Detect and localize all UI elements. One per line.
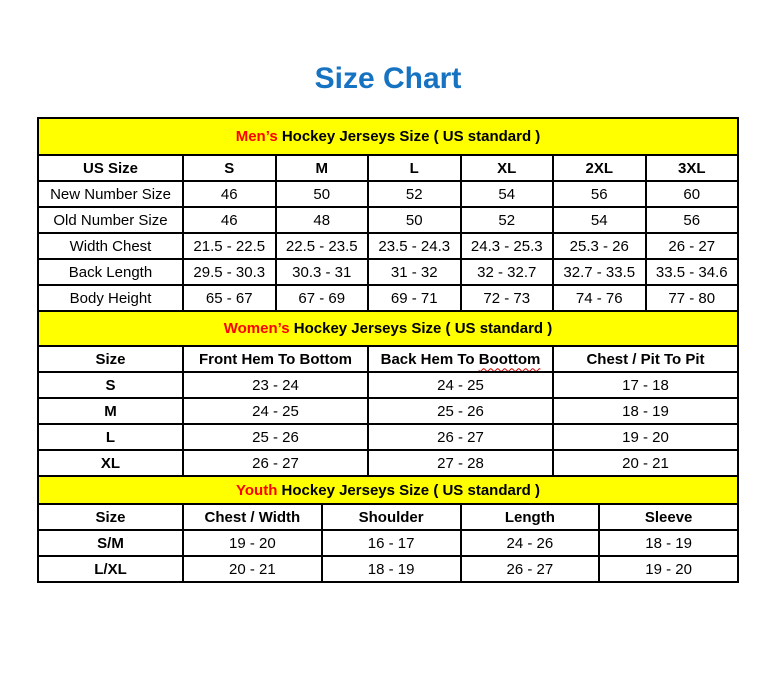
table-cell: 52 (461, 207, 554, 233)
womens-banner-highlight: Women’s (223, 320, 290, 337)
table-cell: 18 - 19 (553, 398, 738, 424)
mens-banner-row (38, 118, 738, 155)
table-cell: 69 - 71 (368, 285, 461, 311)
youth-col-size: Size (38, 504, 183, 530)
youth-col-length: Length (461, 504, 600, 530)
row-label: XL (38, 450, 183, 476)
mens-col-xl: XL (461, 155, 554, 181)
table-row (38, 285, 738, 311)
mens-banner-highlight: Men’s (235, 128, 278, 145)
row-label: M (38, 398, 183, 424)
youth-col-sleeve: Sleeve (599, 504, 738, 530)
table-cell: 21.5 - 22.5 (183, 233, 276, 259)
youth-col-chest-width: Chest / Width (183, 504, 322, 530)
youth-size-table (37, 475, 739, 583)
table-cell: 17 - 18 (553, 372, 738, 398)
table-cell: 26 - 27 (183, 450, 368, 476)
table-row (38, 450, 738, 476)
youth-table-body (38, 530, 738, 582)
youth-banner-row (38, 476, 738, 504)
row-label: Width Chest (38, 233, 183, 259)
womens-banner-text: Hockey Jerseys Size ( US standard ) (289, 320, 553, 337)
mens-col-3xl: 3XL (646, 155, 739, 181)
youth-banner-text: Hockey Jerseys Size ( US standard ) (277, 481, 540, 499)
womens-col-size: Size (38, 346, 183, 372)
row-label: Back Length (38, 259, 183, 285)
table-cell: 26 - 27 (368, 424, 553, 450)
table-cell: 72 - 73 (461, 285, 554, 311)
mens-col-m: M (276, 155, 369, 181)
table-cell: 50 (368, 207, 461, 233)
table-cell: 52 (368, 181, 461, 207)
table-cell: 19 - 20 (183, 530, 322, 556)
mens-banner-text: Hockey Jerseys Size ( US standard ) (277, 128, 541, 145)
mens-col-2xl: 2XL (553, 155, 646, 181)
table-cell: 46 (183, 207, 276, 233)
table-cell: 19 - 20 (599, 556, 738, 582)
table-cell: 25.3 - 26 (553, 233, 646, 259)
womens-table-body (38, 372, 738, 476)
womens-col-back-hem-prefix: Back Hem To (380, 350, 479, 368)
youth-header-row (38, 504, 738, 530)
table-cell: 24.3 - 25.3 (461, 233, 554, 259)
table-cell: 46 (183, 181, 276, 207)
womens-header-row (38, 346, 738, 372)
table-cell: 24 - 26 (461, 530, 600, 556)
table-cell: 20 - 21 (553, 450, 738, 476)
table-cell: 18 - 19 (599, 530, 738, 556)
table-cell: 18 - 19 (322, 556, 461, 582)
table-row (38, 207, 738, 233)
womens-banner-row (38, 311, 738, 346)
table-cell: 19 - 20 (553, 424, 738, 450)
row-label: New Number Size (38, 181, 183, 207)
youth-col-shoulder: Shoulder (322, 504, 461, 530)
table-cell: 48 (276, 207, 369, 233)
table-cell: 65 - 67 (183, 285, 276, 311)
table-cell: 56 (646, 207, 739, 233)
table-cell: 32 - 32.7 (461, 259, 554, 285)
table-cell: 25 - 26 (368, 398, 553, 424)
mens-header-row (38, 155, 738, 181)
table-cell: 60 (646, 181, 739, 207)
table-cell: 24 - 25 (368, 372, 553, 398)
mens-col-s: S (183, 155, 276, 181)
table-row (38, 556, 738, 582)
table-cell: 27 - 28 (368, 450, 553, 476)
table-cell: 29.5 - 30.3 (183, 259, 276, 285)
mens-banner (38, 118, 738, 155)
mens-size-table (37, 117, 739, 312)
womens-col-chest: Chest / Pit To Pit (553, 346, 738, 372)
table-row (38, 424, 738, 450)
misspelled-word: Boottom (478, 350, 541, 368)
table-cell: 26 - 27 (461, 556, 600, 582)
table-cell: 16 - 17 (322, 530, 461, 556)
womens-banner (38, 311, 738, 346)
table-cell: 74 - 76 (553, 285, 646, 311)
table-cell: 20 - 21 (183, 556, 322, 582)
row-label: Old Number Size (38, 207, 183, 233)
womens-col-back-hem (368, 346, 553, 372)
table-row (38, 233, 738, 259)
row-label: Body Height (38, 285, 183, 311)
table-cell: 26 - 27 (646, 233, 739, 259)
womens-col-front-hem: Front Hem To Bottom (183, 346, 368, 372)
mens-col-l: L (368, 155, 461, 181)
table-cell: 54 (461, 181, 554, 207)
table-row (38, 398, 738, 424)
table-cell: 67 - 69 (276, 285, 369, 311)
table-cell: 23.5 - 24.3 (368, 233, 461, 259)
table-cell: 77 - 80 (646, 285, 739, 311)
table-cell: 24 - 25 (183, 398, 368, 424)
row-label: S (38, 372, 183, 398)
youth-banner-highlight: Youth (236, 481, 278, 499)
table-cell: 50 (276, 181, 369, 207)
row-label: L (38, 424, 183, 450)
table-cell: 25 - 26 (183, 424, 368, 450)
table-cell: 56 (553, 181, 646, 207)
womens-size-table (37, 310, 739, 477)
table-row (38, 372, 738, 398)
youth-banner (38, 476, 738, 504)
size-chart-container (37, 117, 739, 583)
table-cell: 23 - 24 (183, 372, 368, 398)
table-cell: 22.5 - 23.5 (276, 233, 369, 259)
table-cell: 33.5 - 34.6 (646, 259, 739, 285)
table-row (38, 181, 738, 207)
row-label: S/M (38, 530, 183, 556)
table-row (38, 530, 738, 556)
mens-table-body (38, 181, 738, 311)
table-cell: 31 - 32 (368, 259, 461, 285)
mens-col-us-size: US Size (38, 155, 183, 181)
table-cell: 54 (553, 207, 646, 233)
row-label: L/XL (38, 556, 183, 582)
table-cell: 32.7 - 33.5 (553, 259, 646, 285)
page-title: Size Chart (314, 62, 462, 95)
table-cell: 30.3 - 31 (276, 259, 369, 285)
table-row (38, 259, 738, 285)
